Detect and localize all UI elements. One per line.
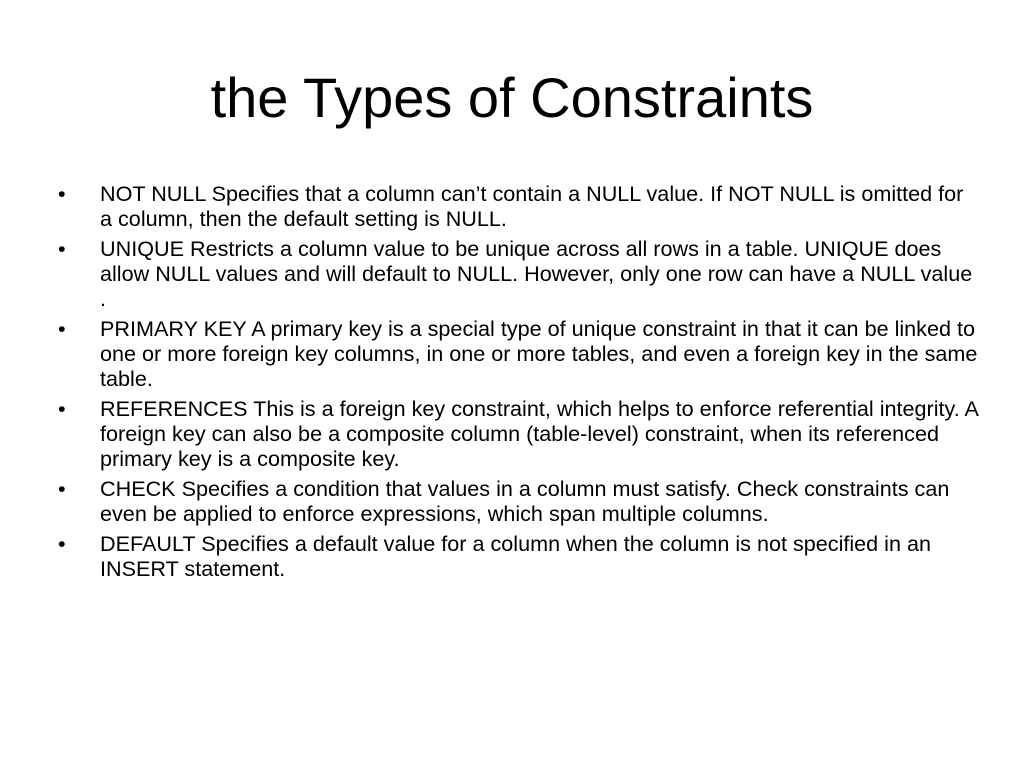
bullet-text: CHECK Specifies a condition that values in a column must satisfy. Check constraints can even be applied to enforce expressions, which span multiple columns. xyxy=(100,476,950,526)
bullet-item-references xyxy=(58,396,978,471)
bullet-text: DEFAULT Specifies a default value for a column when the column is not specified in an INSERT statement. xyxy=(100,531,932,581)
bullet-item-default xyxy=(58,531,978,581)
bullet-text: UNIQUE Restricts a column value to be unique across all rows in a table. UNIQUE does allow NULL values and will default to NULL. However, only one row can have a NULL value . xyxy=(100,236,973,311)
bullet-icon: • xyxy=(58,316,66,341)
bullet-text: REFERENCES This is a foreign key constraint, which helps to enforce referential integrity. A foreign key can also be a composite column (table-level) constraint, when its referenced primary key is a composite key. xyxy=(100,396,978,471)
bullet-item-primary-key xyxy=(58,316,978,391)
bullet-icon: • xyxy=(58,531,66,556)
bullet-list xyxy=(58,181,978,586)
bullet-item-unique xyxy=(58,236,978,311)
bullet-icon: • xyxy=(58,476,66,501)
bullet-icon: • xyxy=(58,396,66,421)
bullet-text: NOT NULL Specifies that a column can’t contain a NULL value. If NOT NULL is omitted for a column, then the default setting is NULL. xyxy=(100,181,964,231)
bullet-icon: • xyxy=(58,236,66,261)
bullet-item-not-null xyxy=(58,181,978,231)
slide-title: the Types of Constraints xyxy=(210,66,814,129)
bullet-item-check xyxy=(58,476,978,526)
bullet-icon: • xyxy=(58,181,66,206)
bullet-text: PRIMARY KEY A primary key is a special type of unique constraint in that it can be linked to one or more foreign key columns, in one or more tables, and even a foreign key in the same table. xyxy=(100,316,978,391)
